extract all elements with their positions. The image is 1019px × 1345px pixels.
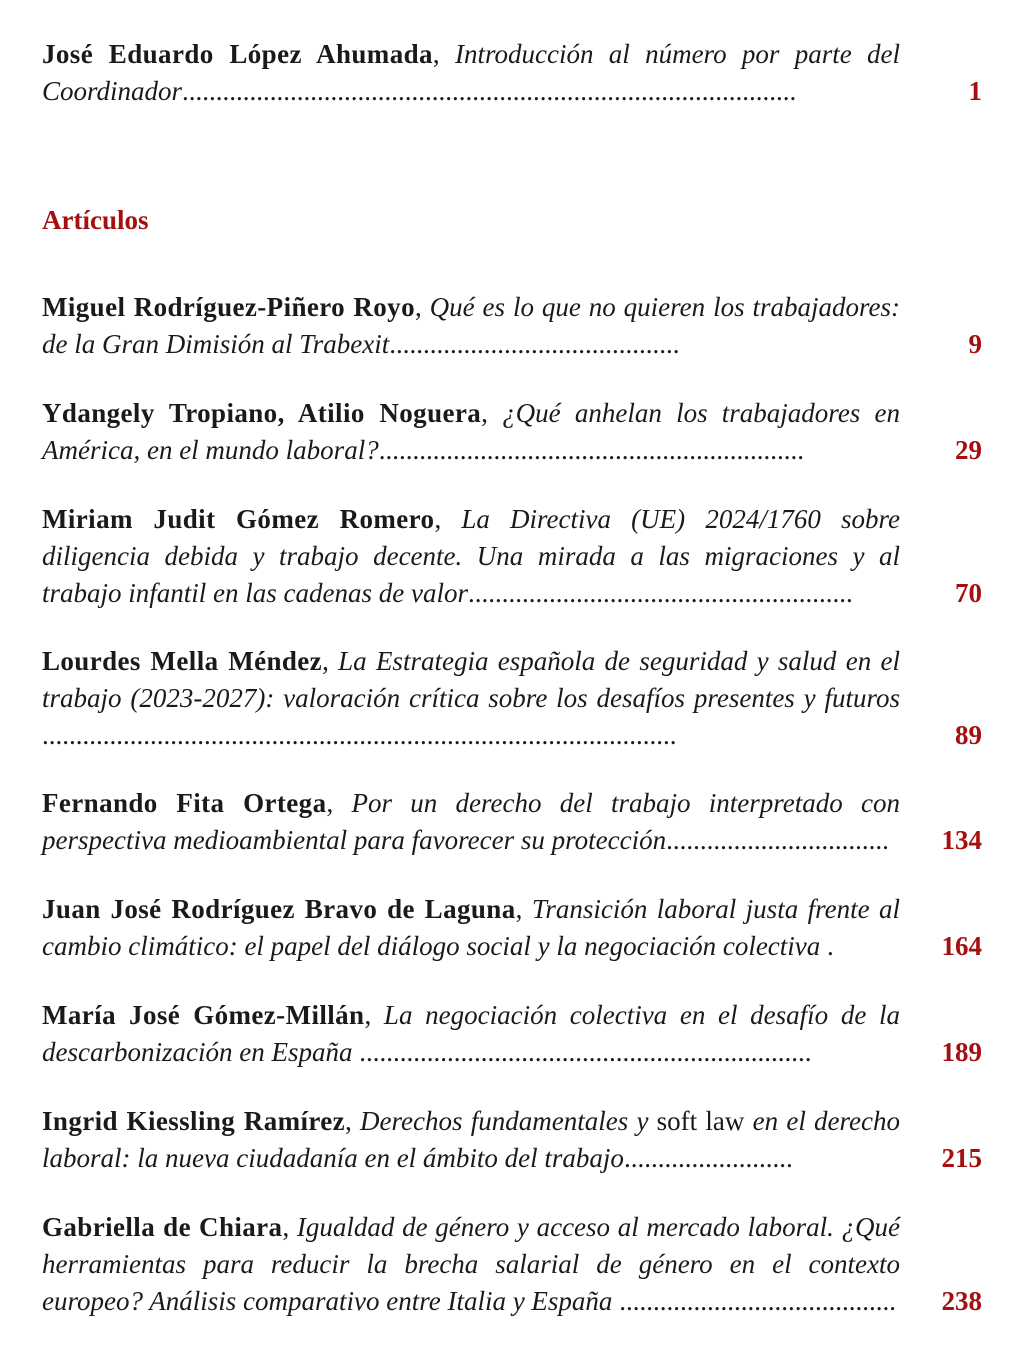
leader-dots: ................................. xyxy=(666,825,889,855)
toc-entry-text: Miriam Judit Gómez Romero, La Directiva (UE) 2024/1760 sobre diligencia debida y trabajo decente. Una mirada a las migraciones y al trabajo infantil en las cadenas de valor......................................................... xyxy=(42,504,900,608)
entry-page-number: 164 xyxy=(941,931,982,961)
entry-author: María José Gómez-Millán xyxy=(42,1000,365,1030)
leader-dots: ......................... xyxy=(623,1143,793,1173)
entry-page-number: 70 xyxy=(955,578,982,608)
toc-entry[interactable] xyxy=(42,997,982,1073)
entry-title: Introducción al número por parte del Coordinador xyxy=(42,39,900,106)
entry-title-part: en el derecho laboral: la nueva ciudadanía en el ámbito del trabajo xyxy=(42,1106,901,1173)
entry-page-number: 9 xyxy=(968,329,982,359)
entry-title: ¿Qué anhelan los trabajadores en América, en el mundo laboral? xyxy=(42,398,901,465)
entry-author: Fernando Fita Ortega xyxy=(42,788,327,818)
entry-author: Lourdes Mella Méndez xyxy=(42,646,323,676)
leader-dots: ........................................................................................... xyxy=(182,76,797,106)
entry-title: Transición laboral justa frente al cambio climático: el papel del diálogo social y la negociación colectiva xyxy=(42,894,901,961)
entry-page-number: 1 xyxy=(968,76,982,106)
leader-dots: . xyxy=(820,931,834,961)
entry-page-number: 134 xyxy=(941,825,982,855)
entry-page-number: 89 xyxy=(955,720,982,750)
toc-entry[interactable] xyxy=(42,289,982,365)
toc-entry-text: Miguel Rodríguez-Piñero Royo, Qué es lo que no quieren los trabajadores: de la Gran Dimisión al Trabexit........................................... xyxy=(42,292,900,359)
entry-page-number: 238 xyxy=(941,1286,982,1316)
entry-title-roman-term: soft law xyxy=(656,1106,745,1136)
entry-author: Miguel Rodríguez-Piñero Royo xyxy=(42,292,415,322)
entry-page-number: 215 xyxy=(941,1143,982,1173)
entry-author: José Eduardo López Ahumada xyxy=(42,39,433,69)
entry-author: Ingrid Kiessling Ramírez xyxy=(42,1106,346,1136)
leader-dots: .............................................................................................. xyxy=(42,720,677,750)
toc-entry[interactable] xyxy=(42,501,982,613)
leader-dots: ......................................... xyxy=(619,1286,896,1316)
toc-entry[interactable] xyxy=(42,785,982,861)
toc-entry[interactable] xyxy=(42,643,982,755)
toc-entry[interactable] xyxy=(42,395,982,471)
toc-entry[interactable] xyxy=(42,891,982,967)
entry-title-part: Derechos fundamentales y xyxy=(360,1106,649,1136)
toc-entry-text: Ydangely Tropiano, Atilio Noguera, ¿Qué anhelan los trabajadores en América, en el mundo laboral?............................................................... xyxy=(42,398,901,465)
section-heading: Artículos xyxy=(42,205,149,235)
leader-dots: ......................................................... xyxy=(467,578,853,608)
entry-page-number: 29 xyxy=(955,435,982,465)
toc-entry-text: Juan José Rodríguez Bravo de Laguna, Transición laboral justa frente al cambio climático: el papel del diálogo social y la negociación colectiva . xyxy=(42,894,901,961)
toc-entry-text: María José Gómez-Millán, La negociación colectiva en el desafío de la descarbonización en España ................................................................... xyxy=(42,1000,901,1067)
entry-author: Gabriella de Chiara xyxy=(42,1212,283,1242)
leader-dots: ............................................................... xyxy=(378,435,804,465)
toc-entry-text: Lourdes Mella Méndez, La Estrategia española de seguridad y salud en el trabajo (2023-2027): valoración crítica sobre los desafíos presentes y futuros .............................................................................................. xyxy=(42,646,900,750)
toc-entry-text: Fernando Fita Ortega, Por un derecho del trabajo interpretado con perspectiva medioambiental para favorecer su protección................................. xyxy=(42,788,900,855)
toc-entry-text: Gabriella de Chiara, Igualdad de género y acceso al mercado laboral. ¿Qué herramientas para reducir la brecha salarial de género en el contexto europeo? Análisis comparativo entre Italia y España ......................................... xyxy=(42,1212,901,1316)
leader-dots: ........................................... xyxy=(389,329,680,359)
entry-title: La Estrategia española de seguridad y salud en el trabajo (2023-2027): valoración crítica sobre los desafíos presentes y futuros xyxy=(42,646,900,713)
entry-title: Por un derecho del trabajo interpretado con perspectiva medioambiental para favorecer su protección xyxy=(42,788,900,855)
entry-author: Miriam Judit Gómez Romero xyxy=(42,504,435,534)
entry-page-number: 189 xyxy=(941,1037,982,1067)
toc-entry[interactable] xyxy=(42,1209,982,1321)
toc-entry-text: José Eduardo López Ahumada, Introducción al número por parte del Coordinador........................................................................................... xyxy=(42,39,900,106)
leader-dots: ................................................................... xyxy=(359,1037,812,1067)
toc-entry-text: Ingrid Kiessling Ramírez, Derechos fundamentales y soft law en el derecho laboral: la nueva ciudadanía en el ámbito del trabajo......................... xyxy=(42,1106,901,1173)
entry-author: Juan José Rodríguez Bravo de Laguna xyxy=(42,894,516,924)
toc-entry-intro[interactable] xyxy=(42,36,982,112)
entry-title: La negociación colectiva en el desafío de la descarbonización en España xyxy=(42,1000,901,1067)
entry-title: Igualdad de género y acceso al mercado laboral. ¿Qué herramientas para reducir la brecha salarial de género en el contexto europeo? Análisis comparativo entre Italia y España xyxy=(42,1212,901,1316)
entry-author: Ydangely Tropiano, Atilio Noguera xyxy=(42,398,482,428)
toc-entry[interactable] xyxy=(42,1103,982,1179)
entry-title: Qué es lo que no quieren los trabajadores: de la Gran Dimisión al Trabexit xyxy=(42,292,900,359)
entry-title: La Directiva (UE) 2024/1760 sobre diligencia debida y trabajo decente. Una mirada a las migraciones y al trabajo infantil en las cadenas de valor xyxy=(42,504,900,608)
